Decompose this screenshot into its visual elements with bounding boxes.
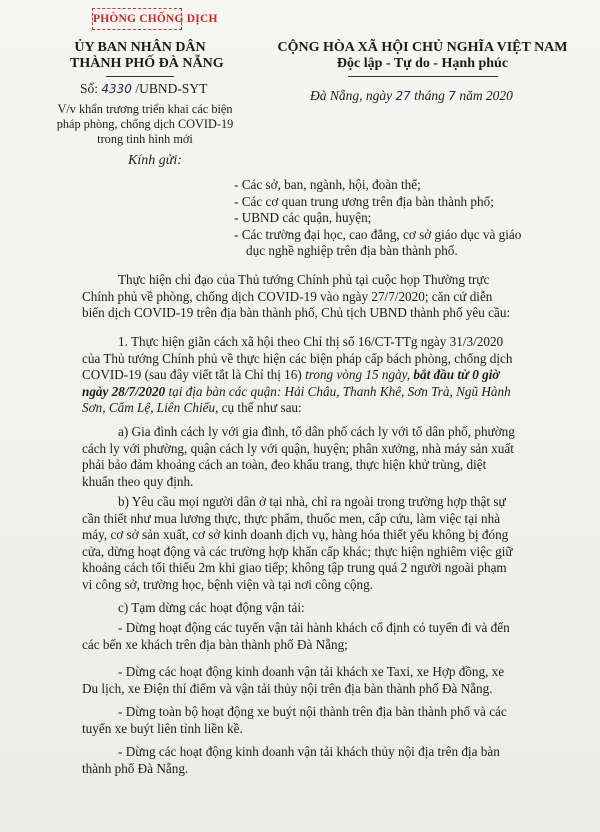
intro-line: Chính phủ về phòng, chống dịch COVID-19 vào ngày 27/7/2020; căn cứ diễn [82,288,493,304]
intro-line: biến dịch COVID-19 trên địa bàn thành phố, Chủ tịch UBND thành phố yêu cầu: [82,305,511,321]
item-1-line: ngày 28/7/2020 tại địa bàn các quận: Hải Châu, Thanh Khê, Sơn Trà, Ngũ Hành [82,383,511,399]
c-item-line: - Dừng hoạt động các tuyến vận tải hành khách cố định có tuyến đi và đến [118,620,510,635]
org-line1: ỦY BAN NHÂN DÂN [74,40,206,55]
recipient-item: - Các cơ quan trung ương trên địa bàn thành phố; [234,193,494,209]
org-name [70,40,224,72]
paragraph-c: c) Tạm dừng các hoạt động vận tải: [118,600,305,615]
c-item-line: các bến xe khách trên địa bàn thành phố Đà Nẵng; [82,636,348,652]
subject-line: trong tình hình mới [97,132,193,146]
stamp: PHÒNG CHỐNG DỊCH [92,8,182,30]
para-b-line: khoảng cách tối thiểu 2m khi giao tiếp; không tập trung quá 2 người ngoài phạm [82,560,507,576]
recipient-item: dục nghề nghiệp trên địa bàn thành phố. [246,243,458,259]
date-prefix: Đà Nẵng, ngày [310,88,393,103]
c-item-3 [82,704,507,737]
c-item-2 [82,664,504,697]
c-item-line: - Dừng các hoạt động kinh doanh vận tải khách thủy nội địa trên địa bàn [118,744,500,759]
doc-number-suffix: /UBND-SYT [135,81,208,96]
para-a-line: khuẩn theo quy định. [82,473,194,489]
item-1-line: Sơn, Cẩm Lệ, Liên Chiểu, cụ thể như sau: [82,400,302,416]
doc-number-prefix: Số: [80,81,99,96]
para-a-line: cách ly với phường, quận cách ly với quận, huyện; phân xưởng, nhà máy sản xuất [82,440,514,456]
org-underline [106,76,174,77]
recipient-item: - UBND các quận, huyện; [234,210,372,226]
date-day: 27 [395,89,411,103]
intro-paragraph [82,272,510,322]
item-1-line: COVID-19 (sau đây viết tắt là Chỉ thị 16) trong vòng 15 ngày, bắt đầu từ 0 giờ [82,367,500,383]
subject-line: V/v khẩn trương triển khai các biện [57,102,233,116]
paragraph-a [82,424,515,490]
national-motto: Độc lập - Tự do - Hạnh phúc [336,56,509,71]
para-a-line: a) Gia đình cách ly với gia đình, tổ dân phố cách ly với tổ dân phố, phường [118,424,515,439]
recipient-item: - Các sở, ban, ngành, hội, đoàn thể; [234,177,421,192]
date-year: năm 2020 [459,88,513,103]
para-b-line: cửa, dừng hoạt động và các trường hợp khẩn cấp khác; thực hiện nghiêm việc giữ [82,543,513,559]
c-item-4 [82,744,500,777]
c-item-1 [82,620,510,653]
date-month-word: tháng [414,88,445,103]
country-name: CỘNG HÒA XÃ HỘI CHỦ NGHĨA VIỆT NAM [277,40,568,55]
para-b-line: cần thiết như mua lương thực, thực phẩm, thuốc men, cấp cứu, làm việc tại nhà [82,510,501,526]
date-month: 7 [448,89,456,103]
para-b-line: vi công sở, trường học, bệnh viện và tại nơi công cộng. [82,576,374,592]
c-item-line: thành phố Đà Nẵng. [82,760,189,776]
greeting: Kính gửi: [128,153,182,168]
motto-underline [348,76,498,77]
recipient-item: - Các trường đại học, cao đẳng, cơ sở giáo dục và giáo [234,226,522,242]
national-header [265,40,580,72]
c-item-line: tuyến xe buýt liên tỉnh liền kề. [82,720,243,736]
paragraph-b [82,494,513,594]
para-b-line: b) Yêu cầu mọi người dân ở tại nhà, chỉ ra ngoài trong trường hợp thật sự [118,494,506,509]
c-item-line: - Dừng các hoạt động kinh doanh vận tải khách xe Taxi, xe Hợp đồng, xe [118,664,505,679]
para-a-line: phải bảo đảm khoảng cách an toàn, đeo khẩu trang, thực hiện khử trùng, diệt [82,457,487,473]
c-item-line: Du lịch, xe Điện thí điểm và vận tải thủy nội trên địa bàn thành phố Đà Nẵng. [82,680,493,696]
c-item-line: - Dừng toàn bộ hoạt động xe buýt nội thành trên địa bàn thành phố và các [118,704,507,719]
para-b-line: máy, cơ sở sản xuất, cơ sở kinh doanh dịch vụ, hàng hóa thiết yếu không bị đóng [82,527,509,543]
issue-date [310,88,513,104]
subject-line: pháp phòng, chống dịch COVID-19 [56,117,234,131]
item-1 [82,334,512,417]
intro-line: Thực hiện chỉ đạo của Thủ tướng Chính phủ tại cuộc họp Thường trực [118,272,490,287]
item-1-line: 1. Thực hiện giãn cách xã hội theo Chỉ thị số 16/CT-TTg ngày 31/3/2020 [118,334,504,349]
doc-number [80,81,207,97]
recipient-list [234,177,521,260]
doc-subject [45,102,245,147]
doc-number-handwritten: 4330 [101,82,132,96]
item-1-line: của Thủ tướng Chính phủ về thực hiện các biện pháp cấp bách phòng, chống dịch [82,350,513,366]
org-line2: THÀNH PHỐ ĐÀ NẴNG [70,56,224,71]
